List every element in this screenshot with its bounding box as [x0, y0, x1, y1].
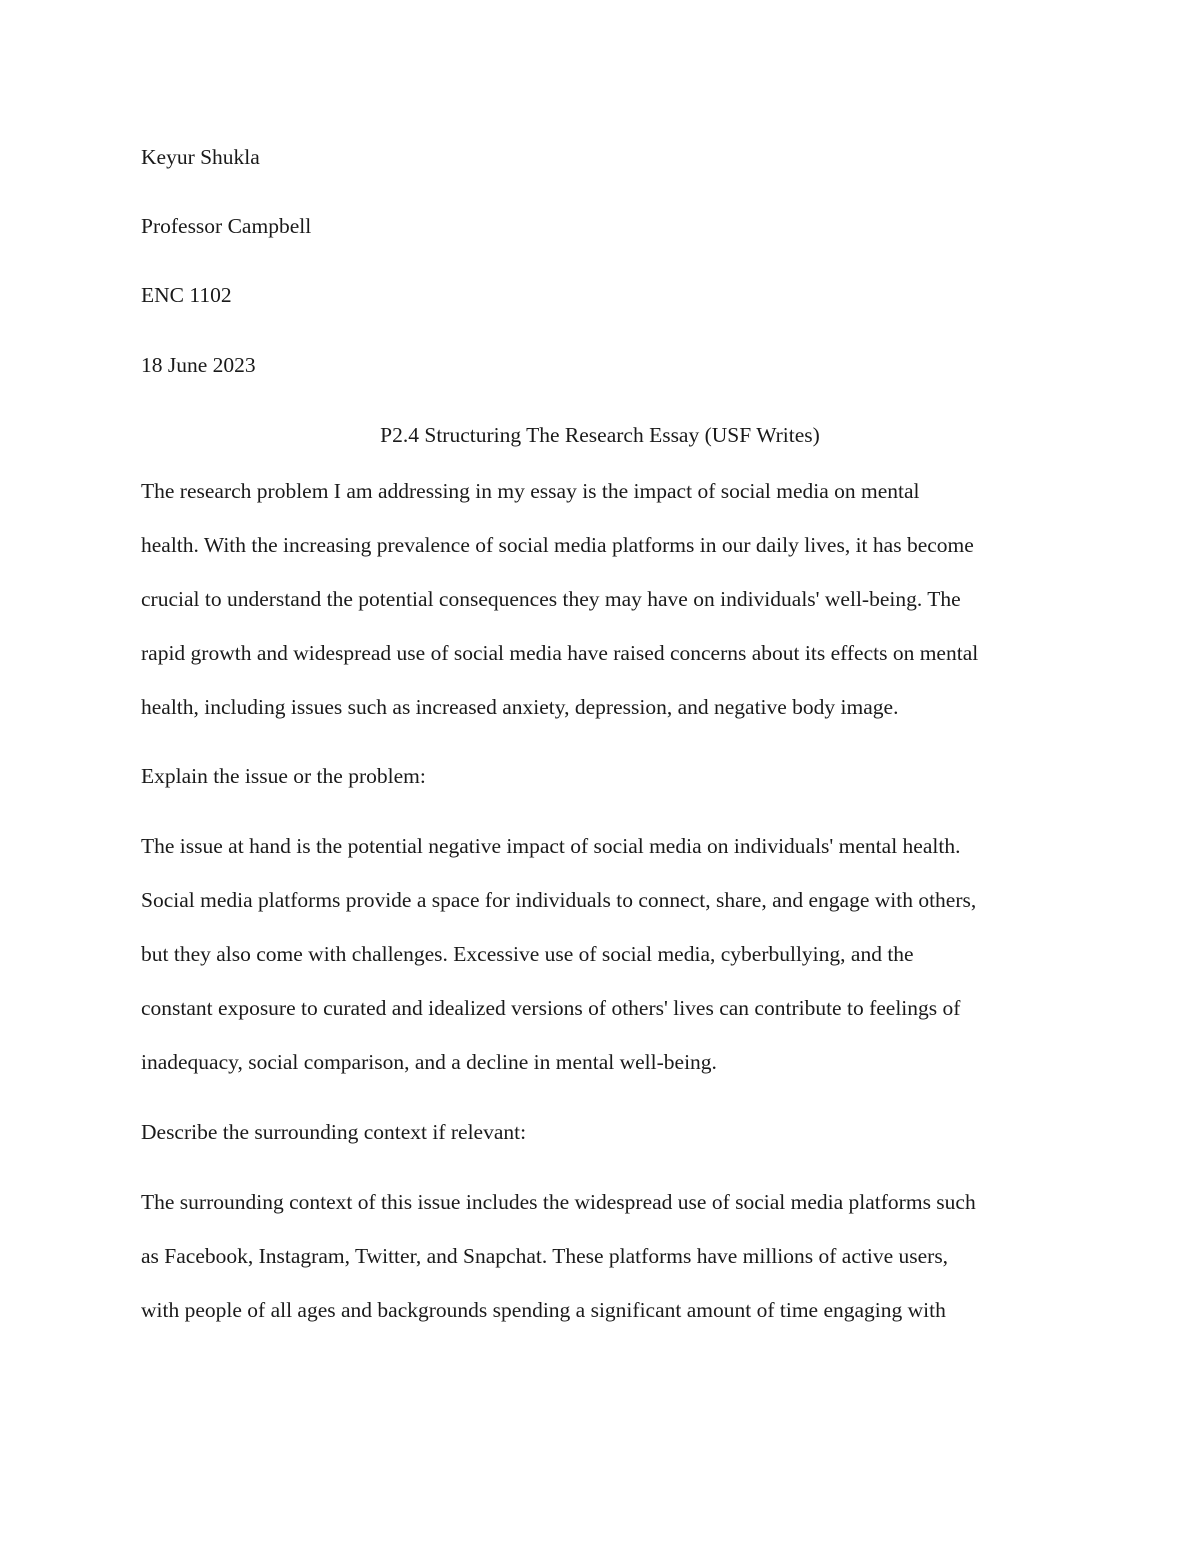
paragraph-2-line: inadequacy, social comparison, and a decline in mental well-being.	[141, 1050, 717, 1074]
instructor-name: Professor Campbell	[141, 214, 312, 238]
paragraph-3-line: as Facebook, Instagram, Twitter, and Snapchat. These platforms have millions of active users,	[141, 1244, 949, 1268]
course-code: ENC 1102	[141, 283, 232, 307]
paragraph-2-line: but they also come with challenges. Excessive use of social media, cyberbullying, and the	[141, 942, 914, 966]
paragraph-1-line: crucial to understand the potential consequences they may have on individuals' well-being. The	[141, 587, 961, 611]
prompt-explain-issue: Explain the issue or the problem:	[141, 764, 426, 788]
paragraph-2-line: Social media platforms provide a space for individuals to connect, share, and engage with others,	[141, 888, 977, 912]
paragraph-2-line: The issue at hand is the potential negative impact of social media on individuals' mental health.	[141, 834, 961, 858]
essay-date: 18 June 2023	[141, 353, 256, 377]
essay-title: P2.4 Structuring The Research Essay (USF Writes)	[380, 423, 820, 447]
paragraph-1-line: health. With the increasing prevalence of social media platforms in our daily lives, it has become	[141, 533, 974, 557]
paragraph-3-line: The surrounding context of this issue includes the widespread use of social media platforms such	[141, 1190, 976, 1214]
prompt-surrounding-context: Describe the surrounding context if relevant:	[141, 1120, 527, 1144]
paragraph-2-line: constant exposure to curated and idealized versions of others' lives can contribute to feelings of	[141, 996, 961, 1020]
author-name: Keyur Shukla	[141, 145, 260, 169]
paragraph-1-line: health, including issues such as increased anxiety, depression, and negative body image.	[141, 695, 899, 719]
paragraph-1-line: rapid growth and widespread use of social media have raised concerns about its effects on mental	[141, 641, 979, 665]
paragraph-1-line: The research problem I am addressing in my essay is the impact of social media on mental	[141, 479, 920, 503]
paragraph-3-line: with people of all ages and backgrounds spending a significant amount of time engaging with	[141, 1298, 946, 1322]
